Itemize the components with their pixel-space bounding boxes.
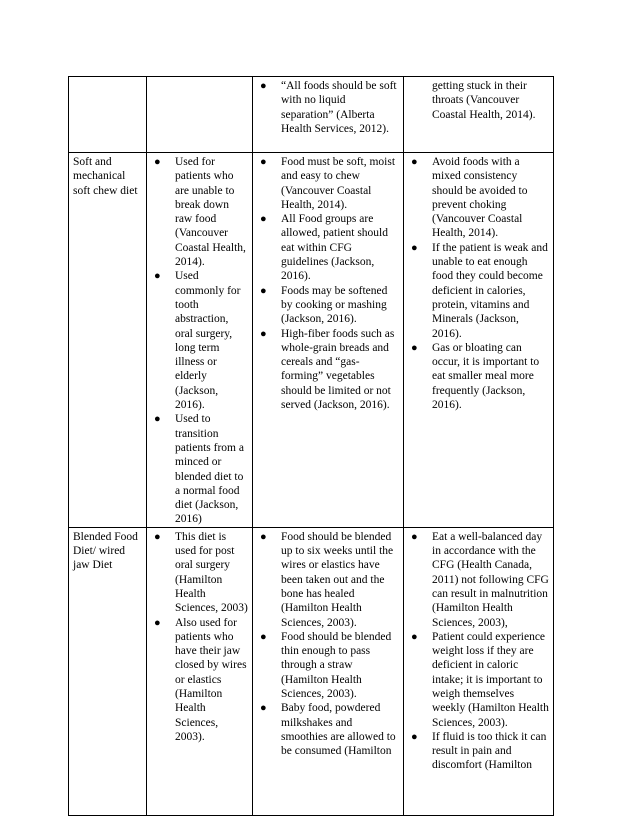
bullet-icon: ● [411, 630, 418, 643]
list-item: ● Food should be blended up to six weeks until the wires or elastics have been taken out and the bone has healed (Hamilton Health Sciences, 2003). [260, 530, 394, 629]
bullet-icon: ● [260, 80, 267, 92]
list-item: ● Foods may be softened by cooking or mashing (Jackson, 2016). [260, 284, 388, 326]
bullet-icon: ● [411, 341, 418, 354]
bullet-icon: ● [260, 530, 267, 543]
list-item: ● Used commonly for tooth abstraction, oral surgery, long term illness or elderly (Jackson, 2016). [154, 270, 241, 412]
diet-uses-cell [147, 527, 253, 815]
diet-guidelines-cell [253, 527, 404, 815]
table-row [69, 153, 554, 528]
diet-cautions-cell: getting stuck in their throats (Vancouver Coastal Health, 2014). [404, 77, 554, 153]
bullet-icon: ● [154, 413, 161, 426]
diet-cautions-cell [404, 153, 554, 528]
diet-name-cell: Soft and mechanical soft chew diet [69, 153, 147, 528]
diet-uses-cell [147, 153, 253, 528]
list-item: ● This diet is used for post oral surgery (Hamilton Health Sciences, 2003) [154, 530, 248, 615]
bullet-icon: ● [260, 284, 267, 297]
diet-name-cell: Blended Food Diet/ wired jaw Diet [69, 527, 147, 815]
list-item: ● Food should be blended thin enough to pass through a straw (Hamilton Health Sciences, 2003). [260, 630, 392, 700]
bullet-icon: ● [260, 156, 267, 168]
bullet-icon: ● [411, 530, 418, 543]
bullet-icon: ● [154, 270, 161, 283]
diet-uses-cell [147, 77, 253, 153]
list-item: ● Food must be soft, moist and easy to chew (Vancouver Coastal Health, 2014). [260, 156, 396, 211]
bullet-icon: ● [411, 730, 418, 743]
table-row [69, 527, 554, 815]
diet-guidelines-cell [253, 77, 404, 153]
diet-name-cell [69, 77, 147, 153]
list-item: ● Baby food, powdered milkshakes and smoothies are allowed to be consumed (Hamilton [260, 702, 396, 758]
bullet-icon: ● [154, 530, 161, 543]
bullet-icon: ● [260, 702, 267, 715]
bullet-icon: ● [411, 156, 418, 168]
diet-cautions-cell [404, 527, 554, 815]
list-item: ● High-fiber foods such as whole-grain breads and cereals and “gas-forming” vegetables should be limited or not served (Jackson, 2016). [260, 327, 395, 412]
list-item: ● All Food groups are allowed, patient should eat within CFG guidelines (Jackson, 2016). [260, 213, 388, 283]
bullet-icon: ● [260, 327, 267, 340]
diet-guidelines-cell [253, 153, 404, 528]
list-item: ● “All foods should be soft with no liquid separation” (Alberta Health Services, 2012). [260, 80, 397, 135]
list-item: ● If the patient is weak and unable to eat enough food they could become deficient in calories, protein, vitamins and Minerals (Jackson, 2016). [411, 241, 548, 340]
list-item: ● Used to transition patients from a minced or blended diet to a normal food diet (Jackson, 2016) [154, 413, 244, 526]
list-item: ● Used for patients who are unable to break down raw food (Vancouver Coastal Health, 2014). [154, 156, 246, 269]
bullet-icon: ● [260, 630, 267, 643]
list-item: ● Patient could experience weight loss if they are deficient in caloric intake; it is important to weigh themselves weekly (Hamilton Health Sciences, 2003). [411, 630, 549, 729]
bullet-icon: ● [411, 241, 418, 254]
table-row [69, 77, 554, 153]
list-item: ● If fluid is too thick it can result in pain and discomfort (Hamilton [411, 730, 547, 772]
list-item: ● Eat a well-balanced day in accordance with the CFG (Health Canada, 2011) not following CFG can result in malnutrition (Hamilton Health Sciences, 2003), [411, 530, 549, 629]
bullet-icon: ● [260, 213, 267, 226]
bullet-icon: ● [154, 156, 161, 168]
list-item: ● Also used for patients who have their jaw closed by wires or elastics (Hamilton Health Sciences, 2003). [154, 616, 247, 743]
list-item: ● Avoid foods with a mixed consistency should be avoided to prevent choking (Vancouver Coastal Health, 2014). [411, 156, 528, 240]
list-item: ● Gas or bloating can occur, it is important to eat smaller meal more frequently (Jackson, 2016). [411, 341, 540, 412]
diet-table [68, 76, 554, 816]
bullet-icon: ● [154, 616, 161, 629]
